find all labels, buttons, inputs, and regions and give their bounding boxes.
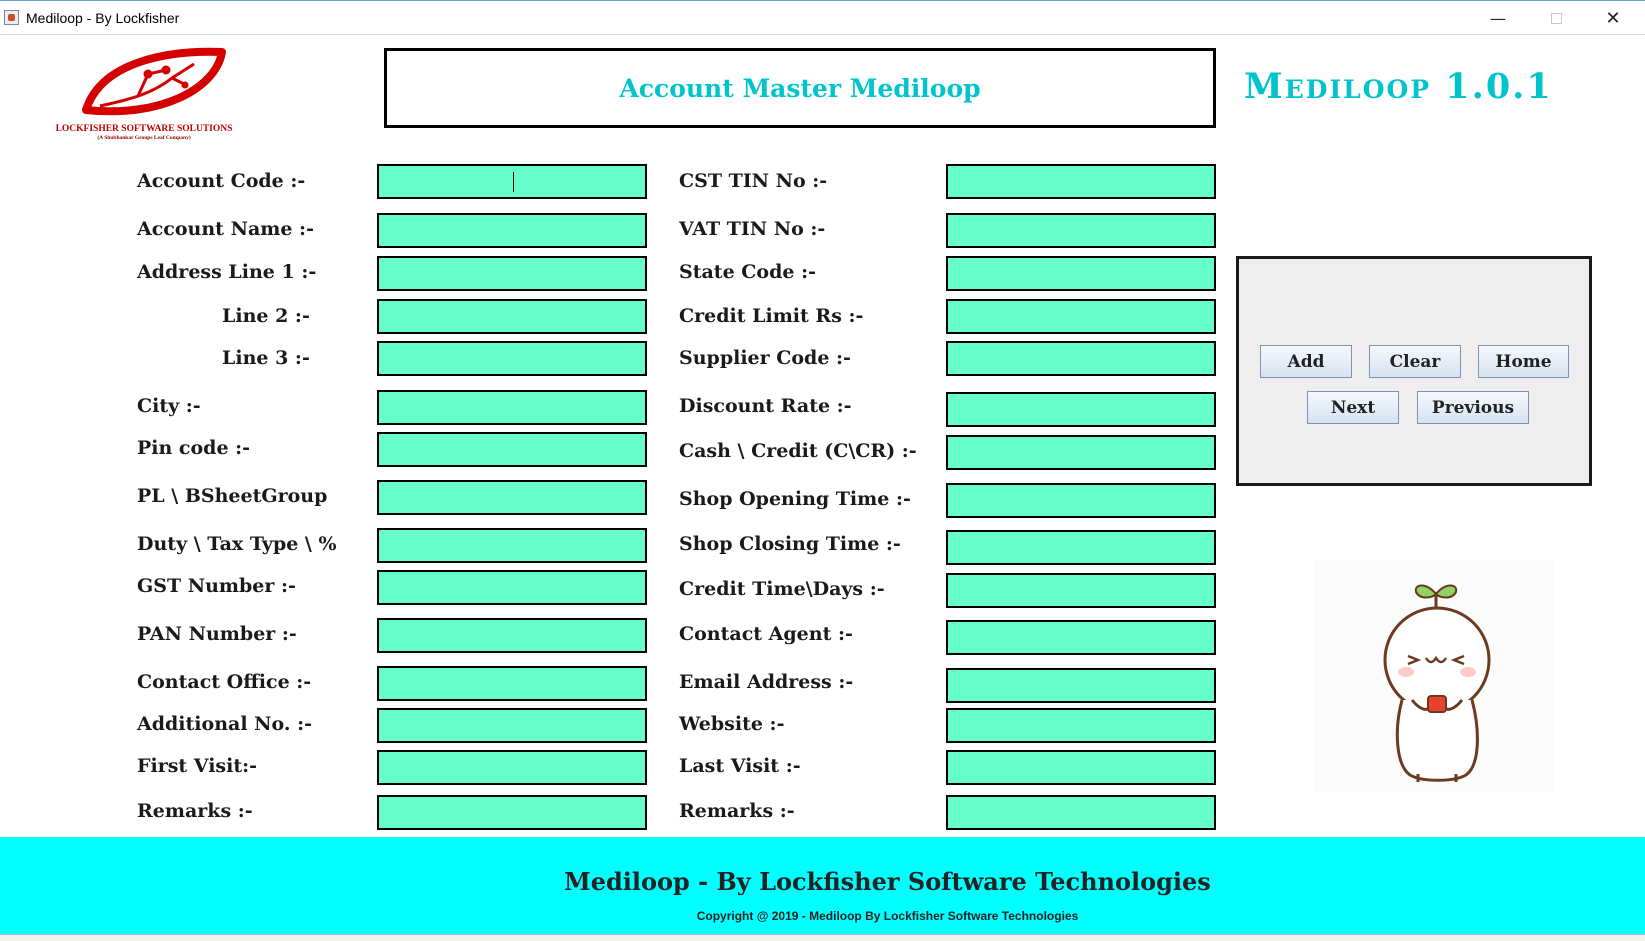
email-address-input[interactable] [946,668,1216,703]
label-credit-time-days: Credit Time\Days :- [679,578,885,600]
minimize-button[interactable]: — [1490,8,1506,28]
label-state-code: State Code :- [679,261,816,283]
action-panel [1236,256,1592,486]
home-button[interactable]: Home [1478,345,1569,378]
pin-code-input[interactable] [377,432,647,467]
label-account-name: Account Name :- [137,218,314,240]
maximize-button[interactable] [1528,1,1584,35]
close-button[interactable]: ✕ [1605,7,1621,29]
page-title: Account Master Mediloop [619,73,981,103]
first-visit-input[interactable] [377,750,647,785]
label-account-code: Account Code :- [137,170,306,192]
supplier-code-input[interactable] [946,341,1216,376]
label-discount-rate: Discount Rate :- [679,395,852,417]
company-subtitle: (A Shubhankar Groups Leaf Company) [97,135,191,141]
state-code-input[interactable] [946,256,1216,291]
footer-copyright: Copyright @ 2019 - Mediloop By Lockfisher Software Technologies [696,909,1079,923]
address-line-1-input[interactable] [377,256,647,291]
label-website: Website :- [679,713,785,735]
label-pl-bsheet-group: PL \ BSheetGroup [137,485,328,507]
contact-agent-input[interactable] [946,620,1216,655]
leaf-logo-icon [44,44,244,124]
text-caret [513,172,514,192]
footer-banner [0,837,1645,934]
pl-bsheet-group-input[interactable] [377,480,647,515]
label-cst-tin-no: CST TIN No :- [679,170,828,192]
label-first-visit: First Visit:- [137,755,258,777]
label-gst-number: GST Number :- [137,575,296,597]
titlebar-divider [0,34,1645,35]
gst-number-input[interactable] [377,570,647,605]
company-name: LOCKFISHER SOFTWARE SOLUTIONS [55,124,233,134]
remarks-right-input[interactable] [946,795,1216,830]
company-logo [44,44,244,146]
java-app-icon [4,10,19,25]
last-visit-input[interactable] [946,750,1216,785]
label-shop-closing-time: Shop Closing Time :- [679,533,901,555]
sprout-mascot-icon [1314,560,1554,792]
credit-limit-input[interactable] [946,299,1216,334]
label-address-line-2: Line 2 :- [222,305,310,327]
pan-number-input[interactable] [377,618,647,653]
app-brand: Mediloop 1.0.1 [1244,66,1553,107]
footer-title: Mediloop - By Lockfisher Software Technologies [564,867,1211,896]
cash-credit-input[interactable] [946,435,1216,470]
credit-time-days-input[interactable] [946,573,1216,608]
window-bottom-edge [0,934,1645,941]
label-vat-tin-no: VAT TIN No :- [679,218,826,240]
label-credit-limit: Credit Limit Rs :- [679,305,864,327]
mascot-illustration [1314,560,1554,792]
label-remarks-right: Remarks :- [679,800,795,822]
duty-tax-type-input[interactable] [377,528,647,563]
shop-closing-time-input[interactable] [946,530,1216,565]
shop-opening-time-input[interactable] [946,483,1216,518]
label-last-visit: Last Visit :- [679,755,801,777]
label-email-address: Email Address :- [679,671,854,693]
address-line-3-input[interactable] [377,341,647,376]
label-contact-office: Contact Office :- [137,671,312,693]
vat-tin-no-input[interactable] [946,213,1216,248]
maximize-icon [1551,13,1562,24]
label-duty-tax-type: Duty \ Tax Type \ % [137,533,337,555]
window-title: Mediloop - By Lockfisher [26,10,180,26]
window-titlebar [0,0,1645,34]
label-city: City :- [137,395,201,417]
city-input[interactable] [377,390,647,425]
label-additional-no: Additional No. :- [137,713,312,735]
label-shop-opening-time: Shop Opening Time :- [679,488,911,510]
label-address-line-3: Line 3 :- [222,347,310,369]
label-contact-agent: Contact Agent :- [679,623,853,645]
discount-rate-input[interactable] [946,392,1216,427]
previous-button[interactable]: Previous [1417,391,1529,424]
contact-office-input[interactable] [377,666,647,701]
label-cash-credit: Cash \ Credit (C\CR) :- [679,440,917,462]
cst-tin-no-input[interactable] [946,164,1216,199]
address-line-2-input[interactable] [377,299,647,334]
website-input[interactable] [946,708,1216,743]
label-supplier-code: Supplier Code :- [679,347,851,369]
page-header-box [384,48,1216,128]
additional-no-input[interactable] [377,708,647,743]
label-pan-number: PAN Number :- [137,623,297,645]
label-remarks-left: Remarks :- [137,800,253,822]
account-code-input[interactable] [377,164,647,199]
add-button[interactable]: Add [1260,345,1352,378]
next-button[interactable]: Next [1307,391,1399,424]
clear-button[interactable]: Clear [1369,345,1461,378]
label-pin-code: Pin code :- [137,437,251,459]
label-address-line-1: Address Line 1 :- [137,261,317,283]
account-name-input[interactable] [377,213,647,248]
remarks-left-input[interactable] [377,795,647,830]
